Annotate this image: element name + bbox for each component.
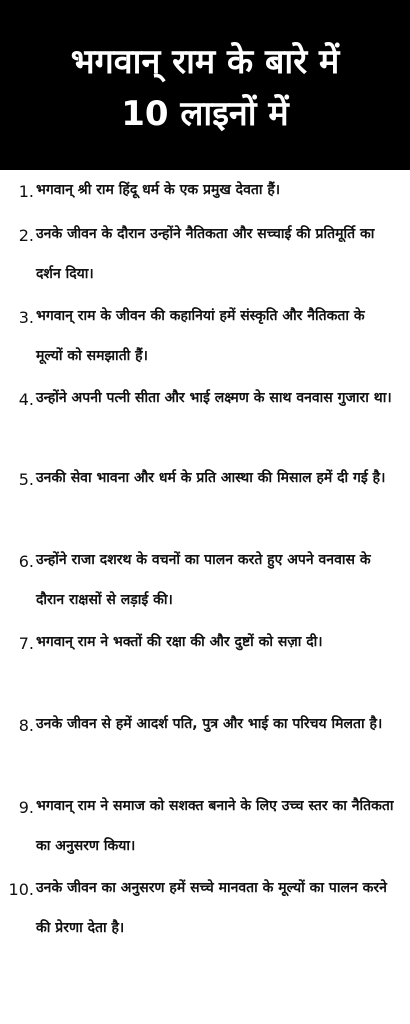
item-text: उनकी सेवा भावना और धर्म के प्रति आस्था की मिसाल हमें दी गई है। [36,470,386,486]
item-text: भगवान् राम ने समाज को सशक्त बनाने के लिए उच्च स्तर का नैतिकता का अनुसरण किया। [36,798,394,854]
item-text: भगवान् राम के जीवन की कहानियां हमें संस्कृति और नैतिकता के मूल्यों को समझाती हैं। [36,308,365,364]
item-number: 3. [18,308,34,327]
item-number: 6. [18,552,34,571]
item-number: 5. [18,470,34,489]
item-text: उन्होंने राजा दशरथ के वचनों का पालन करते हुए अपने वनवास के दौरान राक्षसों से लड़ाई की। [36,552,371,608]
item-number: 4. [18,390,34,409]
item-text: उनके जीवन के दौरान उन्होंने नैतिकता और सच्चाई की प्रतिमूर्ति का दर्शन दिया। [36,226,375,282]
item-number: 2. [18,226,34,245]
item-number: 8. [18,716,34,735]
item-text: भगवान् श्री राम हिंदू धर्म के एक प्रमुख देवता हैं। [36,182,281,198]
title-line-1: भगवान् राम के बारे में [70,42,340,82]
item-text: उनके जीवन का अनुसरण हमें सच्चे मानवता के मूल्यों का पालन करने की प्रेरणा देता है। [36,880,387,936]
item-text: भगवान् राम ने भक्तों की रक्षा की और दुष्टों को सज़ा दी। [36,634,323,650]
item-number: 9. [18,798,34,817]
item-text: उनके जीवन से हमें आदर्श पति, पुत्र और भाई का परिचय मिलता है। [36,716,383,732]
title-banner [0,0,410,170]
item-number: 10. [8,880,34,899]
item-number: 1. [18,182,34,201]
item-text: उन्होंने अपनी पत्नी सीता और भाई लक्ष्मण के साथ वनवास गुजारा था। [36,390,392,406]
item-number: 7. [18,634,34,653]
title-line-2: 10 लाइनों में [121,94,289,134]
